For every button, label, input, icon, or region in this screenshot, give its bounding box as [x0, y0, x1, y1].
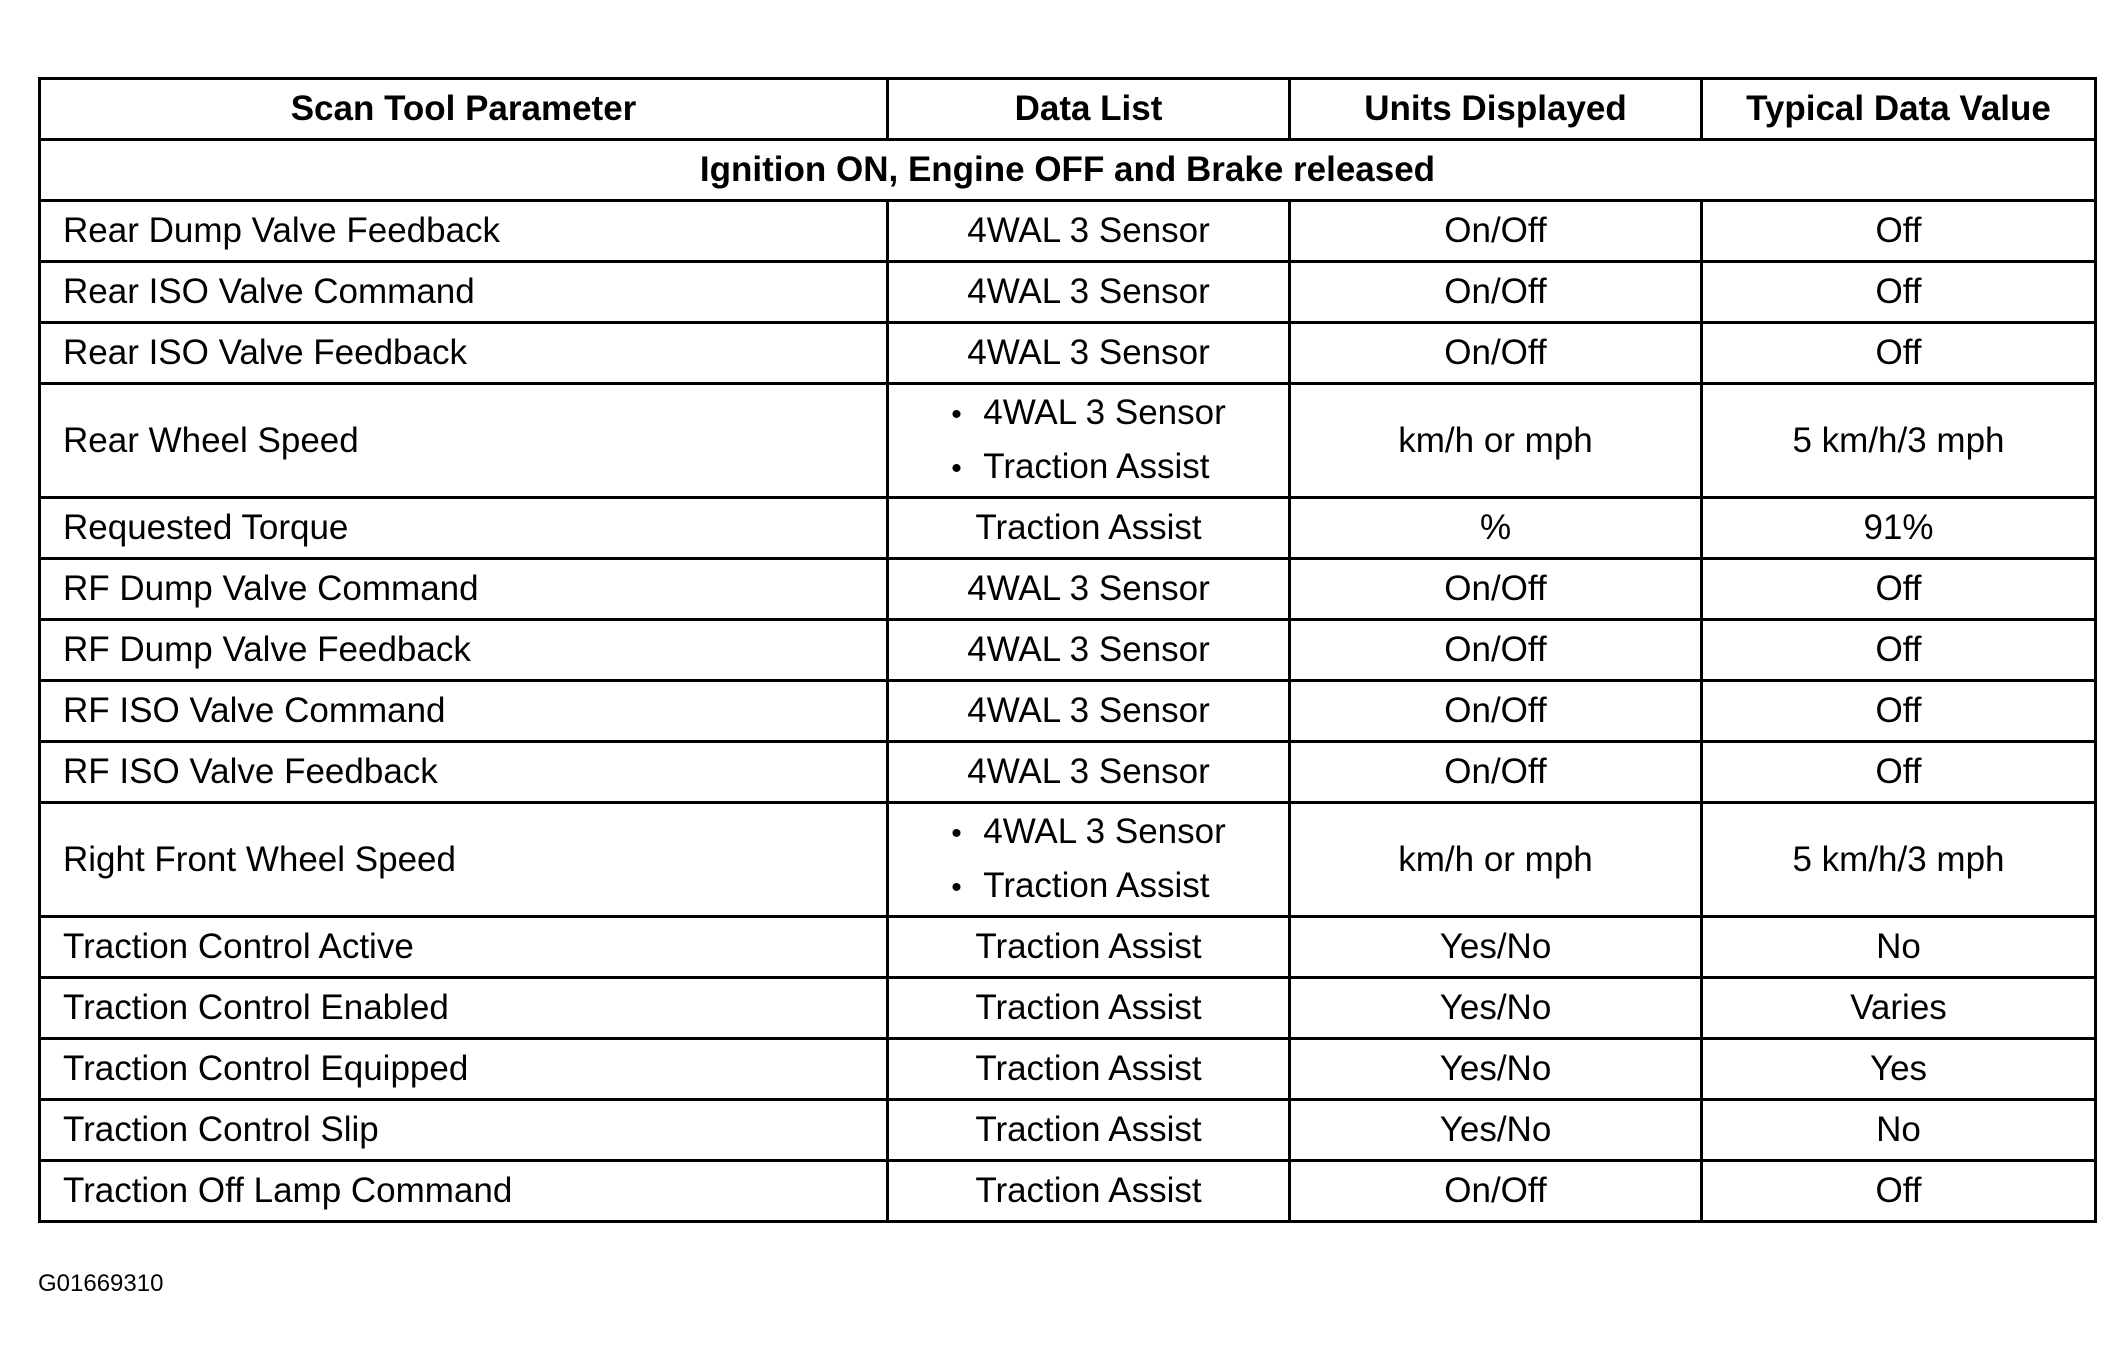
data-list-bullet-item	[951, 387, 1226, 441]
cell-scan-tool-parameter: Rear Wheel Speed	[40, 384, 888, 498]
cell-scan-tool-parameter: Traction Control Equipped	[40, 1039, 888, 1100]
data-list-bullet-item	[951, 441, 1226, 495]
cell-scan-tool-parameter: RF ISO Valve Feedback	[40, 742, 888, 803]
cell-typical-data-value: No	[1702, 1100, 2096, 1161]
table-row	[40, 323, 2096, 384]
cell-data-list: 4WAL 3 Sensor	[888, 201, 1290, 262]
cell-scan-tool-parameter: RF Dump Valve Command	[40, 559, 888, 620]
cell-units-displayed: On/Off	[1290, 201, 1702, 262]
cell-units-displayed: km/h or mph	[1290, 803, 1702, 917]
cell-scan-tool-parameter: Traction Control Slip	[40, 1100, 888, 1161]
table-row	[40, 620, 2096, 681]
cell-units-displayed: %	[1290, 498, 1702, 559]
header-typical-data-value: Typical Data Value	[1702, 79, 2096, 140]
data-list-bullets	[951, 387, 1226, 495]
cell-units-displayed: Yes/No	[1290, 917, 1702, 978]
cell-data-list: Traction Assist	[888, 1161, 1290, 1222]
cell-typical-data-value: Off	[1702, 681, 2096, 742]
cell-data-list: 4WAL 3 Sensor	[888, 742, 1290, 803]
cell-data-list: Traction Assist	[888, 498, 1290, 559]
figure-id: G01669310	[38, 1270, 164, 1297]
cell-typical-data-value: No	[1702, 917, 2096, 978]
table-row	[40, 803, 2096, 917]
table-row	[40, 742, 2096, 803]
cell-scan-tool-parameter: RF Dump Valve Feedback	[40, 620, 888, 681]
cell-data-list: 4WAL 3 Sensor	[888, 323, 1290, 384]
cell-data-list: 4WAL 3 Sensor	[888, 559, 1290, 620]
cell-typical-data-value: Off	[1702, 742, 2096, 803]
cell-data-list: 4WAL 3 Sensor	[888, 620, 1290, 681]
table-header-row	[40, 79, 2096, 140]
cell-units-displayed: On/Off	[1290, 742, 1702, 803]
cell-scan-tool-parameter: Traction Off Lamp Command	[40, 1161, 888, 1222]
table-row	[40, 384, 2096, 498]
table-row	[40, 917, 2096, 978]
cell-typical-data-value: Yes	[1702, 1039, 2096, 1100]
cell-units-displayed: On/Off	[1290, 559, 1702, 620]
table-row	[40, 262, 2096, 323]
cell-typical-data-value: Off	[1702, 620, 2096, 681]
data-list-item-text: 4WAL 3 Sensor	[983, 392, 1226, 432]
cell-typical-data-value: Off	[1702, 201, 2096, 262]
cell-scan-tool-parameter: Traction Control Enabled	[40, 978, 888, 1039]
cell-typical-data-value: 91%	[1702, 498, 2096, 559]
table-row	[40, 201, 2096, 262]
table-row	[40, 1039, 2096, 1100]
header-data-list: Data List	[888, 79, 1290, 140]
table-row	[40, 1161, 2096, 1222]
table-row	[40, 498, 2096, 559]
cell-data-list: Traction Assist	[888, 1039, 1290, 1100]
cell-units-displayed: km/h or mph	[1290, 384, 1702, 498]
cell-data-list	[888, 384, 1290, 498]
section-label: Ignition ON, Engine OFF and Brake released	[40, 140, 2096, 201]
cell-data-list: Traction Assist	[888, 978, 1290, 1039]
data-list-item-text: 4WAL 3 Sensor	[983, 811, 1226, 851]
table-row	[40, 978, 2096, 1039]
header-units-displayed: Units Displayed	[1290, 79, 1702, 140]
cell-scan-tool-parameter: Requested Torque	[40, 498, 888, 559]
table-body	[40, 140, 2096, 1222]
data-list-bullets	[951, 806, 1226, 914]
table-row	[40, 559, 2096, 620]
cell-typical-data-value: Off	[1702, 1161, 2096, 1222]
cell-typical-data-value: 5 km/h/3 mph	[1702, 384, 2096, 498]
table-row	[40, 681, 2096, 742]
cell-scan-tool-parameter: Rear ISO Valve Feedback	[40, 323, 888, 384]
data-list-item-text: Traction Assist	[983, 865, 1210, 905]
cell-scan-tool-parameter: Right Front Wheel Speed	[40, 803, 888, 917]
cell-units-displayed: Yes/No	[1290, 1100, 1702, 1161]
cell-units-displayed: Yes/No	[1290, 1039, 1702, 1100]
cell-scan-tool-parameter: Traction Control Active	[40, 917, 888, 978]
cell-data-list: Traction Assist	[888, 917, 1290, 978]
table-row	[40, 1100, 2096, 1161]
cell-units-displayed: On/Off	[1290, 323, 1702, 384]
cell-units-displayed: Yes/No	[1290, 978, 1702, 1039]
cell-typical-data-value: 5 km/h/3 mph	[1702, 803, 2096, 917]
data-list-bullet-item	[951, 806, 1226, 860]
cell-typical-data-value: Off	[1702, 559, 2096, 620]
cell-scan-tool-parameter: Rear Dump Valve Feedback	[40, 201, 888, 262]
cell-units-displayed: On/Off	[1290, 262, 1702, 323]
cell-typical-data-value: Varies	[1702, 978, 2096, 1039]
cell-scan-tool-parameter: Rear ISO Valve Command	[40, 262, 888, 323]
cell-data-list: Traction Assist	[888, 1100, 1290, 1161]
cell-units-displayed: On/Off	[1290, 681, 1702, 742]
cell-data-list	[888, 803, 1290, 917]
cell-scan-tool-parameter: RF ISO Valve Command	[40, 681, 888, 742]
cell-units-displayed: On/Off	[1290, 620, 1702, 681]
cell-typical-data-value: Off	[1702, 262, 2096, 323]
cell-data-list: 4WAL 3 Sensor	[888, 262, 1290, 323]
header-scan-tool-parameter: Scan Tool Parameter	[40, 79, 888, 140]
data-list-item-text: Traction Assist	[983, 446, 1210, 486]
cell-data-list: 4WAL 3 Sensor	[888, 681, 1290, 742]
scan-tool-data-table	[38, 77, 2097, 1223]
cell-units-displayed: On/Off	[1290, 1161, 1702, 1222]
cell-typical-data-value: Off	[1702, 323, 2096, 384]
section-row	[40, 140, 2096, 201]
data-list-bullet-item	[951, 860, 1226, 914]
